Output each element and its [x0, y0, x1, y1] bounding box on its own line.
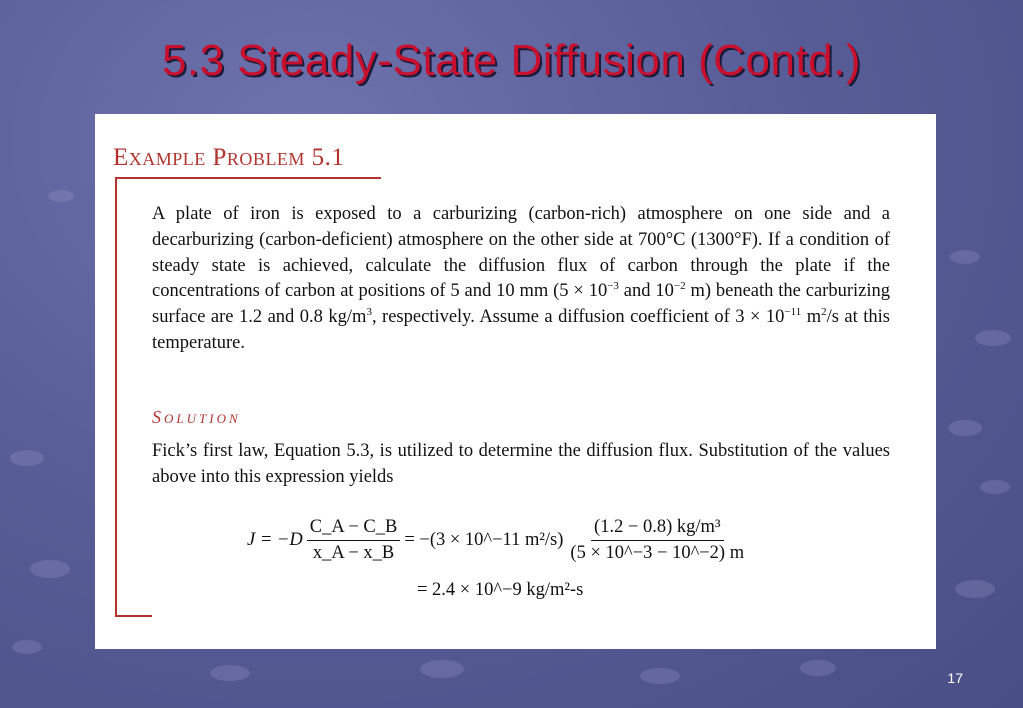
background-dot: [48, 190, 74, 202]
page-number: 17: [947, 670, 963, 686]
heading-rule: [115, 177, 381, 179]
gradient-fraction: [307, 517, 401, 564]
solution-heading: Solution: [152, 407, 241, 427]
values-denominator: (5 × 10^−3 − 10^−2) m: [570, 542, 745, 563]
example-problem-panel: [95, 114, 936, 649]
background-dot: [800, 660, 836, 676]
values-numerator: (1.2 − 0.8) kg/m³: [591, 517, 723, 541]
background-dot: [420, 660, 464, 678]
gradient-denominator: x_A − x_B: [312, 542, 395, 563]
background-dot: [950, 250, 980, 264]
solution-text: Fick’s first law, Equation 5.3, is utilized to determine the diffusion flux. Substitution of the values above into this expression yields: [152, 441, 890, 487]
problem-statement: A plate of iron is exposed to a carburizing (carbon-rich) atmosphere on one side and a decarburizing (carbon-deficient) atmosphere on the other side at 700°C (1300°F). If a condition of steady state is achieved, calculate the diffusion flux of carbon through the plate if the concentrations of carbon at positions of 5 and 10 mm ($5 \times 10^{-3}$ and $10^{-2}$ m) beneath the carburizing surface are 1.2 and 0.8 $kg/m^3$, respectively. Assume a diffusion coefficient of $3 \times 10^{-11}$ $m^2/s$ at this temperature.: [152, 204, 890, 353]
background-dot: [980, 480, 1010, 494]
background-dot: [955, 580, 995, 598]
left-bracket-rule: [115, 177, 117, 616]
equation-middle: = −(3 × 10^−11 m²/s): [404, 529, 564, 550]
background-dot: [640, 668, 680, 684]
background-dot: [12, 640, 42, 654]
flux-result: = 2.4 × 10^−9 kg/m²-s: [417, 580, 584, 600]
background-dot: [948, 420, 982, 436]
slide-title: 5.3 Steady-State Diffusion (Contd.): [161, 36, 862, 85]
values-fraction: [567, 517, 747, 564]
background-dot: [210, 665, 250, 681]
background-dot: [975, 330, 1011, 346]
gradient-numerator: C_A − C_B: [307, 517, 401, 541]
bottom-bracket-rule: [115, 615, 152, 617]
flux-equation: [247, 514, 751, 566]
equation-lhs: J = −D: [247, 529, 303, 550]
background-dot: [30, 560, 70, 578]
example-problem-heading: Example Problem 5.1: [113, 144, 345, 171]
background-dot: [10, 450, 44, 466]
